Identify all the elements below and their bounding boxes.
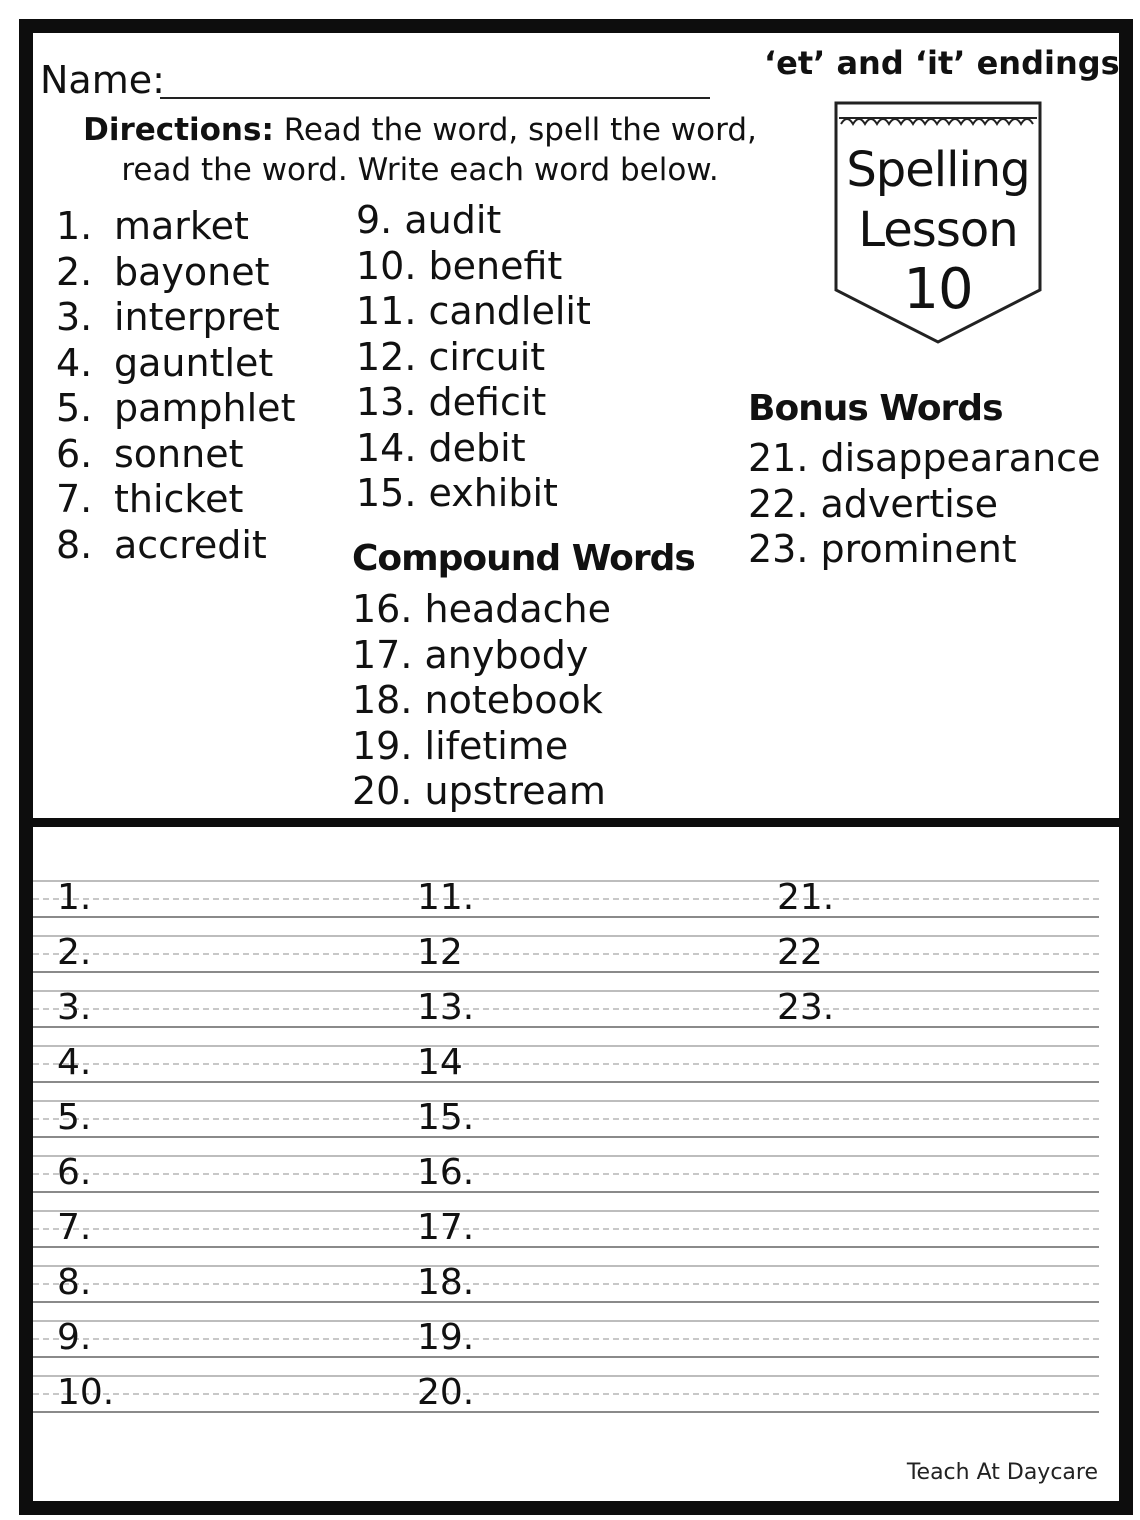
list-item: 17. anybody xyxy=(352,632,589,677)
writing-row[interactable]: 8. 18. xyxy=(33,1247,1099,1302)
name-field[interactable] xyxy=(160,97,710,99)
name-label: Name: xyxy=(40,58,165,102)
section-divider xyxy=(19,818,1119,827)
banner-line-1: Spelling xyxy=(846,142,1030,198)
directions-text: Read the word, spell the word, read the word. Write each word below. xyxy=(121,112,757,188)
writing-row[interactable]: 4. 14 xyxy=(33,1027,1099,1082)
writing-row[interactable]: 5. 15. xyxy=(33,1082,1099,1137)
list-item: 3. interpret xyxy=(56,295,280,339)
list-item: 7. thicket xyxy=(56,477,244,521)
banner-title xyxy=(833,140,1043,320)
banner-line-3: 10 xyxy=(903,257,973,322)
writing-row[interactable]: 10. 20. xyxy=(33,1357,1099,1412)
compound-words-heading: Compound Words xyxy=(352,538,695,579)
writing-row[interactable]: 1. 11. 21. xyxy=(33,862,1099,917)
list-item: 21. disappearance xyxy=(748,436,1101,480)
worksheet-subtitle: ‘et’ and ‘it’ endings xyxy=(764,44,1120,82)
writing-row[interactable]: 3. 13. 23. xyxy=(33,972,1099,1027)
directions-label: Directions: xyxy=(83,112,274,148)
list-item: 5. pamphlet xyxy=(56,386,296,430)
writing-row[interactable]: 9. 19. xyxy=(33,1302,1099,1357)
bonus-word-list xyxy=(748,436,1100,573)
compound-word-list xyxy=(352,587,611,815)
list-item: 1. market xyxy=(56,204,249,248)
list-item: 6. sonnet xyxy=(56,431,244,476)
list-item: 22. advertise xyxy=(748,481,999,526)
banner-line-2: Lesson xyxy=(858,202,1018,258)
list-item: 4. gauntlet xyxy=(56,340,274,385)
writing-lines[interactable] xyxy=(33,862,1099,1412)
list-item: 20. upstream xyxy=(352,769,606,813)
list-item: 10. benefit xyxy=(356,243,563,288)
writing-row[interactable]: 7. 17. xyxy=(33,1192,1099,1247)
writing-row[interactable]: 2. 12 22 xyxy=(33,917,1099,972)
list-item: 13. deficit xyxy=(356,380,547,424)
list-item: 11. candlelit xyxy=(356,289,591,333)
list-item: 23. prominent xyxy=(748,527,1017,571)
word-list-2 xyxy=(356,198,591,517)
list-item: 18. notebook xyxy=(352,678,603,722)
list-item: 15. exhibit xyxy=(356,471,558,515)
list-item: 9. audit xyxy=(356,198,502,242)
list-item: 16. headache xyxy=(352,587,612,631)
list-item: 12. circuit xyxy=(356,334,546,379)
footer-credit: Teach At Daycare xyxy=(906,1460,1098,1485)
list-item: 8. accredit xyxy=(56,522,267,567)
directions xyxy=(60,110,780,190)
list-item: 2. bayonet xyxy=(56,249,270,294)
list-item: 19. lifetime xyxy=(352,723,569,768)
word-list-1 xyxy=(56,204,295,568)
bonus-words-heading: Bonus Words xyxy=(748,388,1003,429)
list-item: 14. debit xyxy=(356,425,526,470)
writing-row[interactable]: 6. 16. xyxy=(33,1137,1099,1192)
